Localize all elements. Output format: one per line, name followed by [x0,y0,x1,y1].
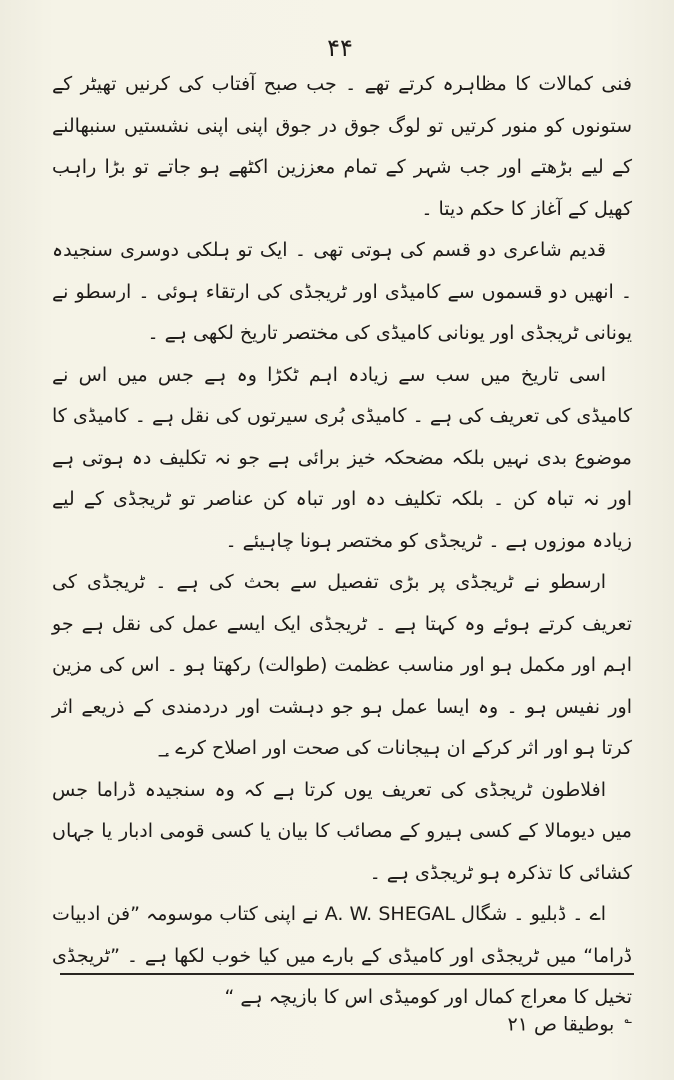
main-text [52,64,632,1019]
footnote-text: بوطیقا ص ۲۱ [507,1013,615,1036]
page-number: ۴۴ [327,34,353,62]
paragraph-5: افلاطون ٹریجڈی کی تعریف یوں کرتا ہے کہ وہ سنجیدہ ڈراما جس میں دیومالا کے کسی ہیرو کے مصائب کا بیان یا کسی قومی ادبار یا جہاں کشائی کا تذکرہ ہو ٹریجڈی ہے ۔ [52,778,632,884]
footnote-mark: ؎ [624,1012,632,1027]
paragraph-2: قدیم شاعری دو قسم کی ہوتی تھی ۔ ایک تو ہلکی دوسری سنجیدہ ۔ انھیں دو قسموں سے کامیڈی اور ٹریجڈی کی ارتقاء ہوئی ۔ ارسطو نے یونانی ٹریجڈی اور یونانی کامیڈی کی مختصر تاریخ لکھی ہے ۔ [52,239,632,344]
paragraph-4: ارسطو نے ٹریجڈی پر بڑی تفصیل سے بحث کی ہے ۔ ٹریجڈی کی تعریف کرتے ہوئے وہ کہتا ہے ۔ ٹریجڈی ایک ایسے عمل کی نقل ہے جو اہم اور مکمل ہو اور مناسب عظمت (طوالت) رکھتا ہو ۔ اس کی مزین اور نفیس ہو ۔ وہ ایسا عمل ہو جو دہشت اور دردمندی کے ذریعے اثر کرتا ہو اور اثر کرکے ان ہیجانات کی صحت اور اصلاح کرے ؀ [52,571,632,759]
footnote [360,1012,632,1035]
footnote-divider [60,973,634,975]
paragraph-3: اسی تاریخ میں سب سے زیادہ اہم ٹکڑا وہ ہے جس میں اس نے کامیڈی کی تعریف کی ہے ۔ کامیڈی بُری سیرتوں کی نقل ہے ۔ کامیڈی کا موضوع بدی نہیں بلکہ مضحکہ خیز برائی ہے جو نہ تکلیف دہ ہوتی ہے اور نہ تباہ کن ۔ بلکہ تکلیف دہ اور تباہ کن عناصر تو ٹریجڈی کے لیے زیادہ موزوں ہے ۔ ٹریجڈی کو مختصر ہونا چاہیئے ۔ [52,363,632,552]
paragraph-6: اے ۔ ڈبلیو ۔ شگال A. W. SHEGAL نے اپنی کتاب موسومہ ”فن ادبیات ڈراما“ میں ٹریجڈی اور کامیڈی کے بارے میں کیا خوب لکھا ہے ۔ ”ٹریجڈی تخیل کا معراج کمال اور کومیڈی اس کا بازیچہ ہے “ [52,903,632,1008]
paragraph-1: فنی کمالات کا مظاہرہ کرتے تھے ۔ جب صبح آفتاب کی کرنیں تھیٹر کے ستونوں کو منور کرتیں تو لوگ جوق در جوق اپنی اپنی نشستیں سنبھالنے کے لیے بڑھتے اور جب شہر کے تمام معززین اکٹھے ہو جاتے تو بڑا راہب کھیل کے آغاز کا حکم دیتا ۔ [52,73,632,220]
